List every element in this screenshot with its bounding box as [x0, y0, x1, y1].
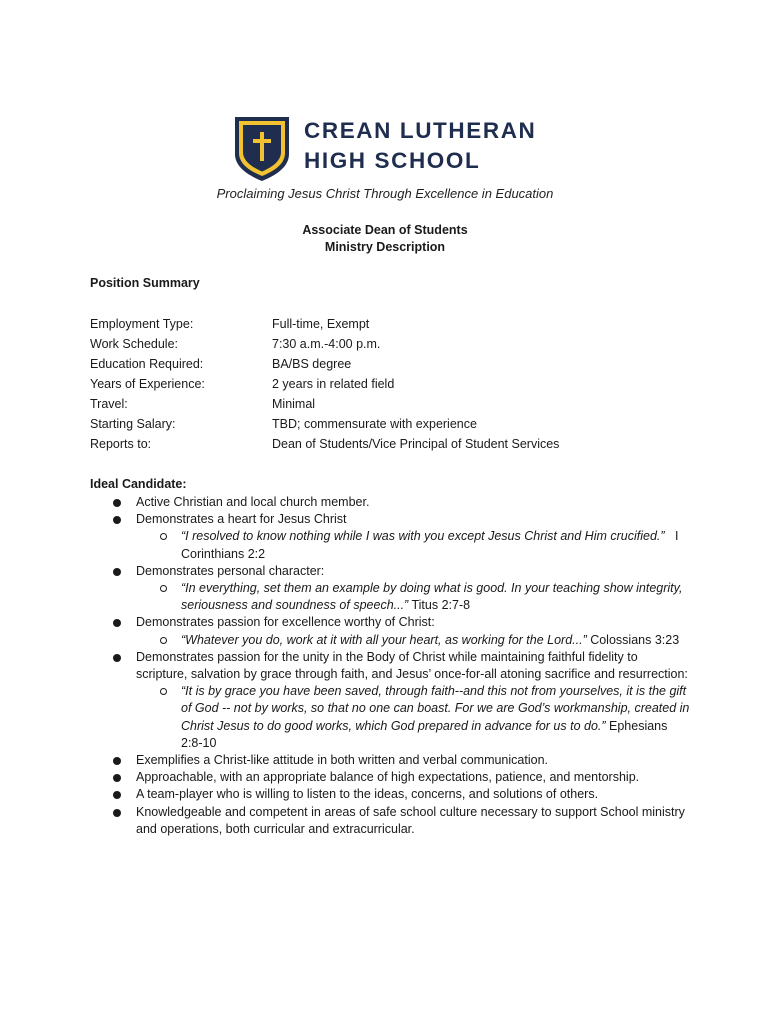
list-item	[90, 804, 690, 838]
list-item-text: Approachable, with an appropriate balance of high expectations, patience, and mentorship.	[136, 770, 640, 785]
logo-line-1: CREAN LUTHERAN	[304, 118, 537, 143]
list-item	[90, 563, 690, 615]
detail-label: Education Required:	[90, 357, 204, 371]
detail-label: Years of Experience:	[90, 377, 205, 391]
detail-row	[90, 436, 559, 456]
bullet-icon	[113, 809, 121, 817]
list-item-text: Demonstrates a heart for Jesus Christ	[136, 512, 347, 527]
list-item	[90, 494, 690, 511]
position-summary-heading: Position Summary	[90, 276, 200, 290]
bullet-icon	[113, 791, 121, 799]
list-item-text: Demonstrates personal character:	[136, 563, 325, 578]
detail-value: Full-time, Exempt	[272, 317, 370, 331]
list-item-text: Knowledgeable and competent in areas of safe school culture necessary to support School ministry and operations, both curricular and extracurricular.	[136, 804, 685, 836]
scripture-reference: Ephesians 2:8-10	[181, 718, 671, 750]
list-item-text: A team-player who is willing to listen to the ideas, concerns, and solutions of others.	[136, 787, 599, 802]
scripture-reference: I Corinthians 2:2	[181, 529, 682, 561]
detail-value: 2 years in related field	[272, 377, 395, 391]
bullet-icon	[113, 654, 121, 662]
bullet-icon	[113, 774, 121, 782]
scripture-quote	[136, 683, 690, 752]
detail-row	[90, 316, 559, 336]
circle-bullet-icon	[160, 688, 167, 695]
title-line-2: Ministry Description	[324, 240, 446, 254]
detail-row	[90, 416, 559, 436]
scripture-quote	[136, 580, 690, 614]
scripture-quote	[136, 528, 690, 562]
detail-row	[90, 356, 559, 376]
quote-text: “It is by grace you have been saved, through faith--and this not from yourselves, it is the gift of God -- not by works, so that no one can boast. For we are God’s workmanship, created in Christ Jesus to do good works, which God prepared in advance for us to do.”	[181, 684, 690, 733]
tagline: Proclaiming Jesus Christ Through Excellence in Education	[216, 186, 554, 201]
detail-label: Travel:	[90, 397, 128, 411]
list-item-text: Demonstrates passion for the unity in the Body of Christ while maintaining faithful fidelity to scripture, salvation by grace through faith, and Jesus’ once-for-all atoning sacrifice and resurrection:	[136, 649, 688, 682]
list-item-text: Exemplifies a Christ-like attitude in both written and verbal communication.	[136, 753, 548, 768]
detail-value: BA/BS degree	[272, 357, 352, 371]
list-item-text: Active Christian and local church member.	[136, 495, 370, 509]
ideal-candidate-heading: Ideal Candidate:	[90, 477, 187, 491]
detail-value: 7:30 a.m.-4:00 p.m.	[272, 337, 381, 351]
list-item	[90, 649, 690, 752]
detail-label: Work Schedule:	[90, 337, 179, 351]
detail-value: TBD; commensurate with experience	[272, 417, 477, 431]
list-item-text: Demonstrates passion for excellence worthy of Christ:	[136, 615, 435, 630]
quote-text: “In everything, set them an example by doing what is good. In your teaching show integrity, seriousness and soundness of speech...”	[181, 581, 683, 613]
detail-label: Starting Salary:	[90, 417, 176, 431]
circle-bullet-icon	[160, 533, 167, 540]
ideal-candidate-section	[90, 476, 690, 838]
detail-row	[90, 376, 559, 396]
bullet-icon	[113, 619, 121, 627]
quote-text: “Whatever you do, work at it with all your heart, as working for the Lord...”	[181, 632, 587, 647]
list-item	[90, 511, 690, 563]
circle-bullet-icon	[160, 585, 167, 592]
detail-value: Dean of Students/Vice Principal of Student Services	[272, 437, 560, 451]
scripture-quote	[136, 632, 690, 649]
bullet-icon	[113, 757, 121, 765]
list-item	[90, 614, 690, 648]
position-details-table	[90, 316, 559, 456]
bullet-icon	[113, 516, 121, 524]
bullet-icon	[113, 568, 121, 576]
list-item	[90, 752, 690, 769]
document-title	[0, 222, 770, 256]
detail-label: Reports to:	[90, 437, 152, 451]
scripture-reference: Colossians 3:23	[586, 632, 680, 647]
circle-bullet-icon	[160, 637, 167, 644]
detail-value: Minimal	[272, 397, 316, 411]
quote-text: “I resolved to know nothing while I was with you except Jesus Christ and Him crucified.”	[181, 529, 665, 544]
bullet-icon	[113, 499, 121, 507]
logo-line-2: HIGH SCHOOL	[304, 148, 481, 173]
detail-row	[90, 396, 559, 416]
detail-row	[90, 336, 559, 356]
shield-cross-icon	[234, 116, 290, 182]
title-line-1: Associate Dean of Students	[302, 223, 468, 237]
ideal-candidate-list	[90, 494, 690, 838]
scripture-reference: Titus 2:7-8	[408, 598, 471, 613]
detail-label: Employment Type:	[90, 317, 194, 331]
school-logo	[234, 116, 536, 182]
list-item	[90, 769, 690, 786]
list-item	[90, 786, 690, 803]
